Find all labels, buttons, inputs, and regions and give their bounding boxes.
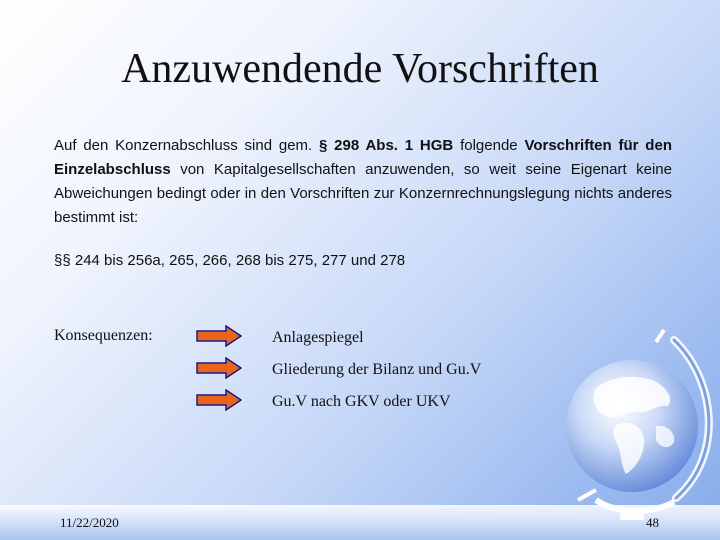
paragraph-text-3: von Kapitalgesellschaften anzuwenden, so weit seine Eigenart keine Abweichungen bedingt oder in den Vorschriften zur Konzernrechnungslegung nichts anderes bestimmt ist: [54,161,672,226]
arrow-right-icon [196,389,242,411]
paragraph-bold-2: Vorschriften für den Einzelabschluss [54,137,672,178]
page-number: 48 [646,515,659,530]
globe-icon [556,328,716,528]
footer-date: 11/22/2020 [60,515,119,530]
consequence-item: Gliederung der Bilanz und Gu.V [272,361,482,378]
body-paragraph [54,134,672,230]
arrow-right-icon [196,357,242,379]
law-references: §§ 244 bis 256a, 265, 266, 268 bis 275, 277 und 278 [54,252,406,269]
paragraph-text-1: Auf den Konzernabschluss sind gem. [54,137,320,154]
paragraph-bold-1: § 298 Abs. 1 HGB [319,137,454,154]
slide-title: Anzuwendende Vorschriften [121,46,599,92]
consequence-item: Gu.V nach GKV oder UKV [272,393,451,410]
consequence-item: Anlagespiegel [272,329,364,346]
paragraph-text-2: folgende [453,137,525,154]
consequences-label: Konsequenzen: [54,327,153,344]
arrow-right-icon [196,325,242,347]
